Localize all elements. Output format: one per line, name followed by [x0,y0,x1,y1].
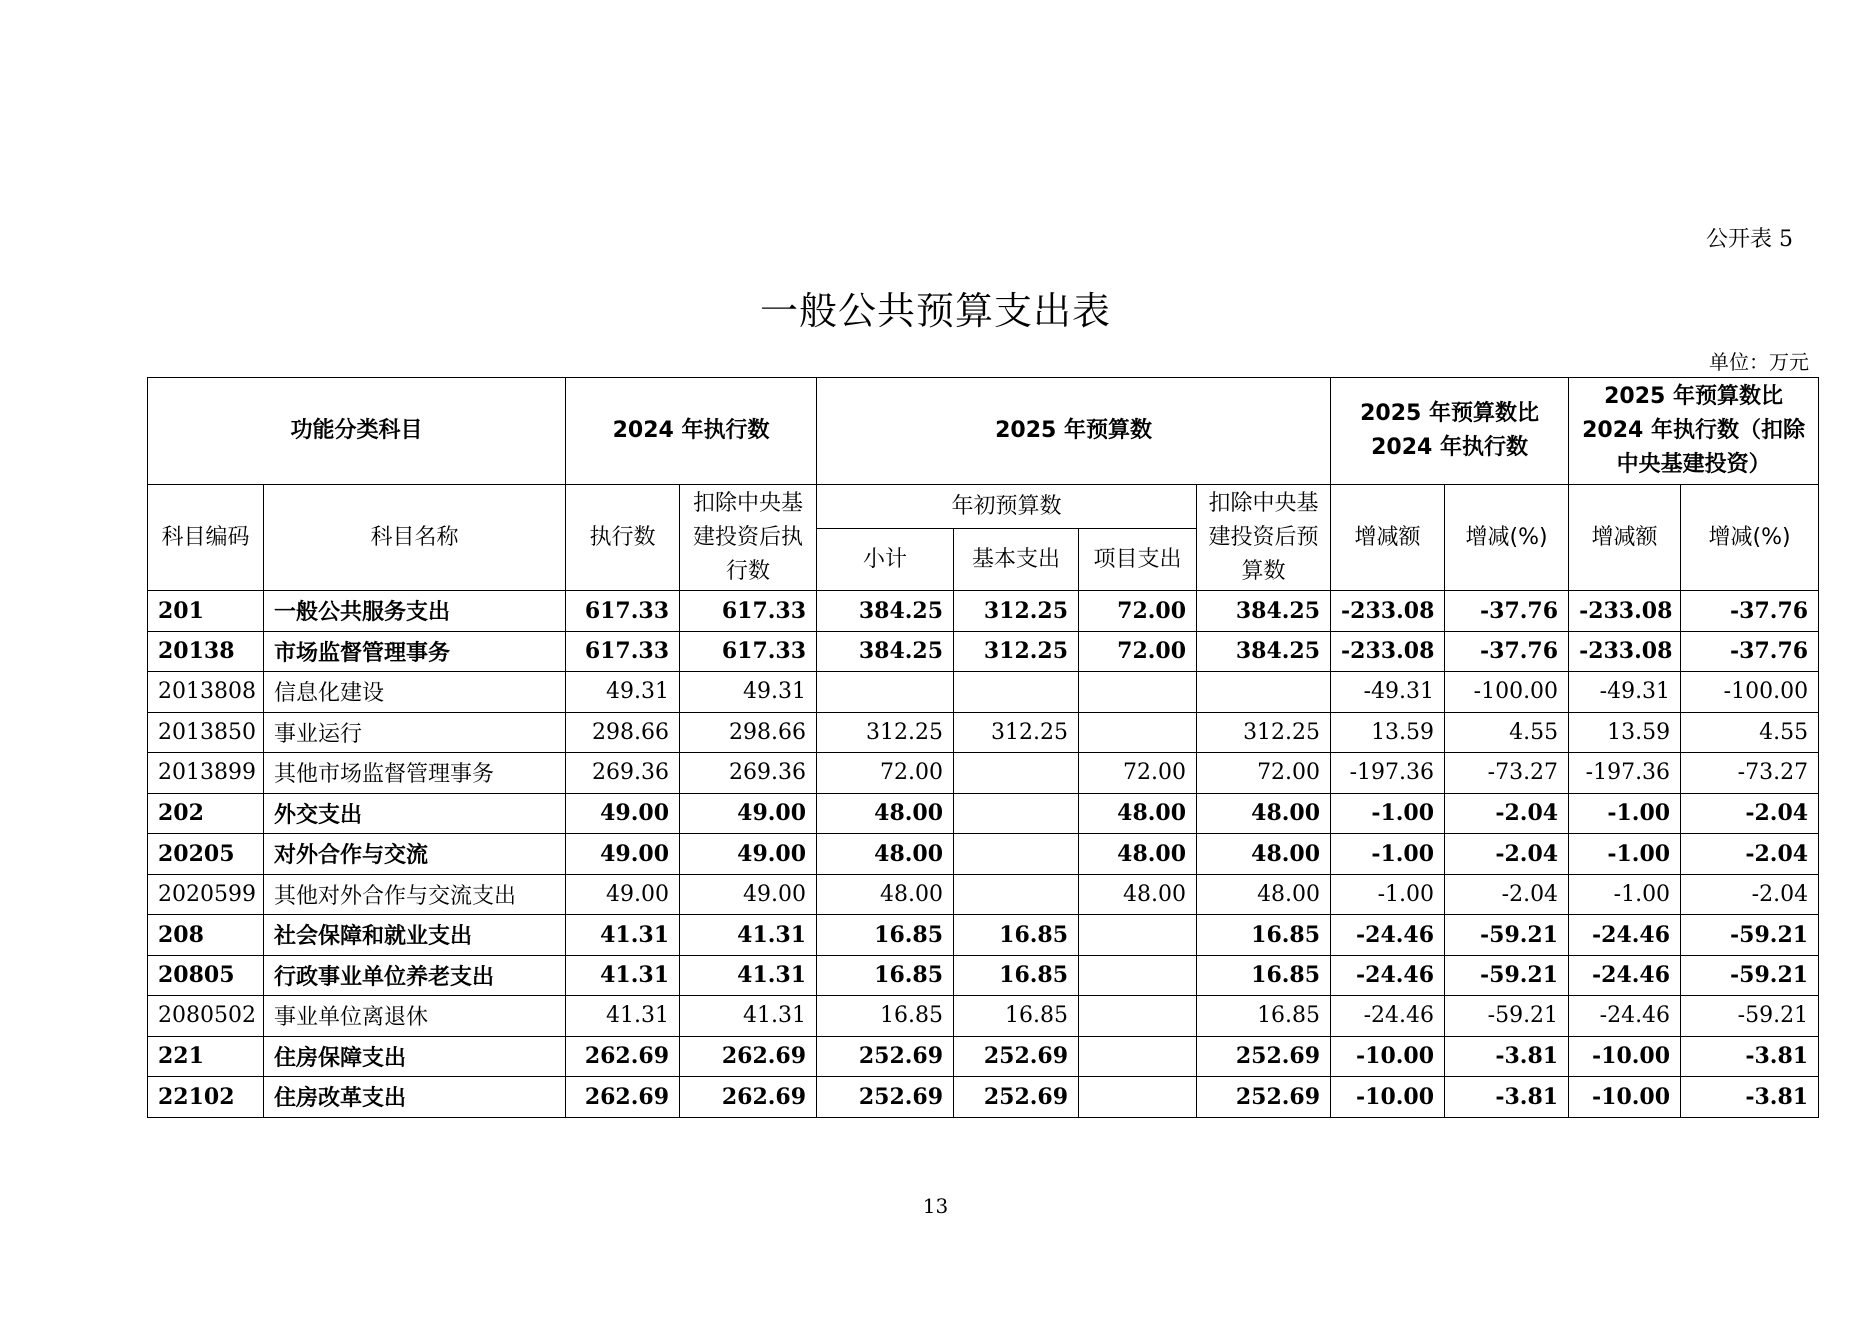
cell-project: 72.00 [1079,753,1197,794]
header-basic: 基本支出 [954,529,1079,591]
cell-change-amount-excl: -1.00 [1569,874,1681,915]
cell-change-percent: 4.55 [1445,712,1569,753]
cell-basic [954,874,1079,915]
cell-basic [954,834,1079,875]
cell-change-percent-excl: 4.55 [1681,712,1819,753]
cell-exec-excl: 41.31 [680,915,817,956]
cell-code: 2013899 [148,753,264,794]
cell-change-percent: -100.00 [1445,672,1569,713]
cell-exec-excl: 49.00 [680,793,817,834]
cell-name: 对外合作与交流 [264,834,566,875]
cell-change-amount: -233.08 [1331,591,1445,632]
cell-change-percent: -73.27 [1445,753,1569,794]
cell-change-amount: -1.00 [1331,793,1445,834]
cell-exec: 41.31 [566,915,680,956]
cell-exec-excl: 49.00 [680,874,817,915]
cell-budget-excl: 72.00 [1197,753,1331,794]
cell-basic: 16.85 [954,996,1079,1037]
cell-project [1079,996,1197,1037]
cell-basic: 312.25 [954,591,1079,632]
cell-code: 208 [148,915,264,956]
cell-project [1079,672,1197,713]
cell-change-amount: -10.00 [1331,1036,1445,1077]
cell-exec-excl: 49.00 [680,834,817,875]
cell-subtotal: 312.25 [817,712,954,753]
cell-budget-excl: 384.25 [1197,631,1331,672]
cell-exec-excl: 49.31 [680,672,817,713]
cell-change-amount: -49.31 [1331,672,1445,713]
cell-exec: 262.69 [566,1077,680,1118]
cell-subtotal: 16.85 [817,996,954,1037]
cell-project [1079,1036,1197,1077]
cell-exec: 49.00 [566,793,680,834]
cell-project [1079,915,1197,956]
header-exec: 执行数 [566,485,680,591]
cell-exec-excl: 298.66 [680,712,817,753]
table-number-label: 公开表 5 [1706,227,1793,252]
cell-basic [954,672,1079,713]
cell-basic [954,793,1079,834]
table-row [148,712,1819,753]
cell-code: 202 [148,793,264,834]
cell-change-percent-excl: -2.04 [1681,793,1819,834]
cell-basic [954,753,1079,794]
cell-exec: 617.33 [566,591,680,632]
header-change-percent-excl: 增减(%) [1681,485,1819,591]
cell-code: 2080502 [148,996,264,1037]
cell-change-amount-excl: -197.36 [1569,753,1681,794]
cell-basic: 16.85 [954,915,1079,956]
cell-basic: 16.85 [954,955,1079,996]
cell-exec-excl: 262.69 [680,1077,817,1118]
cell-change-percent-excl: -2.04 [1681,874,1819,915]
cell-change-percent-excl: -59.21 [1681,915,1819,956]
budget-expenditure-table [147,377,1819,1118]
cell-code: 22102 [148,1077,264,1118]
cell-code: 20805 [148,955,264,996]
cell-exec: 262.69 [566,1036,680,1077]
cell-change-amount-excl: -233.08 [1569,591,1681,632]
cell-project [1079,712,1197,753]
cell-subtotal: 72.00 [817,753,954,794]
cell-change-amount: -24.46 [1331,955,1445,996]
cell-change-percent: -59.21 [1445,955,1569,996]
cell-subtotal: 16.85 [817,915,954,956]
cell-budget-excl: 16.85 [1197,915,1331,956]
cell-name: 信息化建设 [264,672,566,713]
cell-exec-excl: 262.69 [680,1036,817,1077]
page-number: 13 [922,1194,949,1218]
cell-budget-excl: 16.85 [1197,996,1331,1037]
cell-change-amount-excl: -10.00 [1569,1077,1681,1118]
cell-basic: 312.25 [954,631,1079,672]
cell-code: 221 [148,1036,264,1077]
cell-budget-excl: 312.25 [1197,712,1331,753]
cell-change-percent: -3.81 [1445,1077,1569,1118]
cell-budget-excl: 384.25 [1197,591,1331,632]
header-functional-subject: 功能分类科目 [148,378,566,485]
cell-change-percent: -37.76 [1445,631,1569,672]
cell-project [1079,955,1197,996]
cell-exec-excl: 41.31 [680,955,817,996]
header-initial-budget: 年初预算数 [817,485,1197,529]
cell-change-amount-excl: -24.46 [1569,955,1681,996]
cell-subtotal: 48.00 [817,793,954,834]
cell-change-amount: -24.46 [1331,915,1445,956]
cell-code: 2020599 [148,874,264,915]
cell-budget-excl: 16.85 [1197,955,1331,996]
cell-exec: 298.66 [566,712,680,753]
cell-exec: 49.00 [566,834,680,875]
cell-name: 事业运行 [264,712,566,753]
cell-name: 事业单位离退休 [264,996,566,1037]
header-budget-2025: 2025 年预算数 [817,378,1331,485]
cell-subtotal: 252.69 [817,1036,954,1077]
cell-change-percent: -2.04 [1445,874,1569,915]
cell-subtotal: 48.00 [817,834,954,875]
cell-name: 住房保障支出 [264,1036,566,1077]
cell-exec-excl: 41.31 [680,996,817,1037]
cell-exec: 41.31 [566,955,680,996]
header-change-amount: 增减额 [1331,485,1445,591]
cell-change-percent-excl: -73.27 [1681,753,1819,794]
cell-code: 20138 [148,631,264,672]
cell-basic: 252.69 [954,1036,1079,1077]
cell-change-amount: -1.00 [1331,834,1445,875]
cell-exec: 617.33 [566,631,680,672]
cell-name: 其他对外合作与交流支出 [264,874,566,915]
cell-budget-excl: 48.00 [1197,874,1331,915]
header-name: 科目名称 [264,485,566,591]
table-row [148,996,1819,1037]
table-row [148,1036,1819,1077]
cell-change-amount: -197.36 [1331,753,1445,794]
cell-exec: 269.36 [566,753,680,794]
header-compare-excl: 2025 年预算数比 2024 年执行数（扣除中央基建投资） [1569,378,1819,485]
cell-subtotal: 16.85 [817,955,954,996]
cell-name: 行政事业单位养老支出 [264,955,566,996]
table-row [148,874,1819,915]
cell-subtotal: 384.25 [817,591,954,632]
cell-name: 其他市场监督管理事务 [264,753,566,794]
cell-change-amount: -1.00 [1331,874,1445,915]
cell-name: 住房改革支出 [264,1077,566,1118]
table-row [148,591,1819,632]
cell-budget-excl: 252.69 [1197,1077,1331,1118]
table-row [148,1077,1819,1118]
cell-change-percent: -2.04 [1445,793,1569,834]
cell-name: 市场监督管理事务 [264,631,566,672]
cell-basic: 312.25 [954,712,1079,753]
cell-change-amount-excl: -233.08 [1569,631,1681,672]
cell-code: 2013850 [148,712,264,753]
header-exec-2024: 2024 年执行数 [566,378,817,485]
cell-project: 48.00 [1079,874,1197,915]
cell-name: 社会保障和就业支出 [264,915,566,956]
cell-change-percent-excl: -37.76 [1681,631,1819,672]
cell-project: 72.00 [1079,631,1197,672]
table-row [148,915,1819,956]
cell-change-percent: -2.04 [1445,834,1569,875]
header-exec-excl: 扣除中央基建投资后执行数 [680,485,817,591]
table-row [148,955,1819,996]
cell-exec: 41.31 [566,996,680,1037]
cell-change-amount-excl: -49.31 [1569,672,1681,713]
cell-change-percent-excl: -100.00 [1681,672,1819,713]
cell-project [1079,1077,1197,1118]
cell-change-percent-excl: -37.76 [1681,591,1819,632]
cell-name: 一般公共服务支出 [264,591,566,632]
header-subtotal: 小计 [817,529,954,591]
cell-budget-excl: 48.00 [1197,834,1331,875]
cell-change-amount-excl: -24.46 [1569,915,1681,956]
cell-subtotal: 48.00 [817,874,954,915]
cell-change-percent-excl: -59.21 [1681,996,1819,1037]
cell-change-amount-excl: -10.00 [1569,1036,1681,1077]
cell-change-percent-excl: -59.21 [1681,955,1819,996]
cell-project: 48.00 [1079,793,1197,834]
cell-code: 20205 [148,834,264,875]
cell-change-amount-excl: -1.00 [1569,793,1681,834]
cell-project: 72.00 [1079,591,1197,632]
cell-subtotal [817,672,954,713]
table-row [148,672,1819,713]
cell-change-amount-excl: -1.00 [1569,834,1681,875]
cell-budget-excl: 48.00 [1197,793,1331,834]
cell-name: 外交支出 [264,793,566,834]
table-row [148,631,1819,672]
cell-change-amount: -24.46 [1331,996,1445,1037]
cell-basic: 252.69 [954,1077,1079,1118]
cell-exec-excl: 617.33 [680,631,817,672]
cell-change-percent-excl: -3.81 [1681,1036,1819,1077]
header-change-amount-excl: 增减额 [1569,485,1681,591]
page-title: 一般公共预算支出表 [759,289,1111,333]
cell-change-percent: -59.21 [1445,915,1569,956]
header-code: 科目编码 [148,485,264,591]
cell-exec: 49.31 [566,672,680,713]
cell-subtotal: 384.25 [817,631,954,672]
cell-change-percent-excl: -3.81 [1681,1077,1819,1118]
header-budget-excl: 扣除中央基建投资后预算数 [1197,485,1331,591]
unit-label: 单位：万元 [1709,350,1809,374]
header-compare-exec: 2025 年预算数比 2024 年执行数 [1331,378,1569,485]
cell-change-amount: 13.59 [1331,712,1445,753]
cell-change-amount-excl: -24.46 [1569,996,1681,1037]
cell-change-amount: -233.08 [1331,631,1445,672]
cell-project: 48.00 [1079,834,1197,875]
table-row [148,834,1819,875]
cell-change-percent: -59.21 [1445,996,1569,1037]
cell-change-amount-excl: 13.59 [1569,712,1681,753]
cell-exec: 49.00 [566,874,680,915]
cell-code: 201 [148,591,264,632]
cell-code: 2013808 [148,672,264,713]
cell-budget-excl: 252.69 [1197,1036,1331,1077]
cell-exec-excl: 617.33 [680,591,817,632]
cell-budget-excl [1197,672,1331,713]
cell-change-percent: -3.81 [1445,1036,1569,1077]
header-change-percent: 增减(%) [1445,485,1569,591]
cell-change-percent-excl: -2.04 [1681,834,1819,875]
cell-exec-excl: 269.36 [680,753,817,794]
cell-change-amount: -10.00 [1331,1077,1445,1118]
cell-change-percent: -37.76 [1445,591,1569,632]
cell-subtotal: 252.69 [817,1077,954,1118]
header-project: 项目支出 [1079,529,1197,591]
table-row [148,753,1819,794]
table-row [148,793,1819,834]
